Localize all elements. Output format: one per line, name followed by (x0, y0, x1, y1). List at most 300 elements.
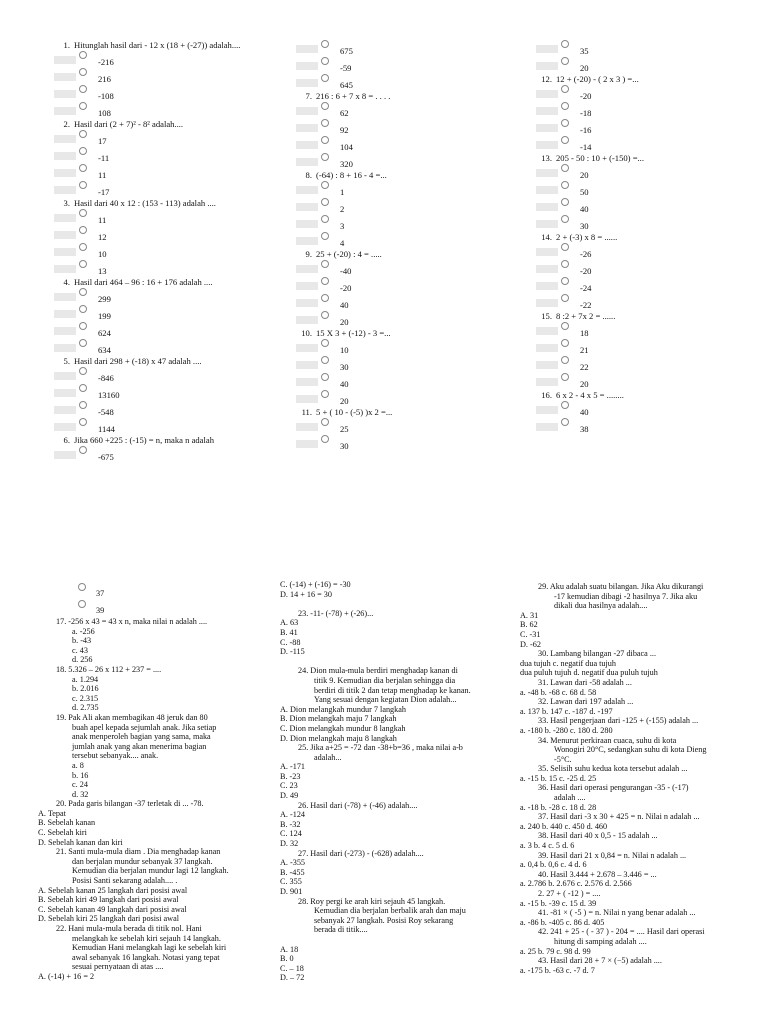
text-line: a. -86 b. -405 c. 86 d. 405 (520, 917, 605, 927)
answer-option[interactable] (54, 367, 284, 384)
radio-icon[interactable] (561, 40, 569, 48)
text-line: 40. Hasil 3.444 + 2.678 – 3.446 = ... (538, 869, 657, 879)
option-label: -16 (580, 125, 592, 135)
answer-option[interactable] (296, 215, 526, 232)
radio-icon[interactable] (561, 418, 569, 426)
answer-option[interactable] (536, 85, 766, 102)
question-number: 12. (541, 74, 552, 84)
question-number: 11. (301, 407, 312, 417)
option-field (54, 231, 76, 239)
option-label: 38 (580, 424, 589, 434)
answer-option[interactable] (54, 418, 284, 435)
text-line: D. Sebelah kiri 25 langkah dari posisi awal (38, 914, 179, 924)
option-field (54, 107, 76, 115)
radio-icon[interactable] (561, 136, 569, 144)
option-label: 104 (340, 142, 353, 152)
radio-icon[interactable] (321, 119, 329, 127)
question-text: Jika 660 +225 : (-15) = n, maka n adalah (74, 435, 214, 445)
question-text: 2 + (-3) x 8 = ...... (556, 232, 618, 242)
radio-icon[interactable] (561, 198, 569, 206)
text-line: a. 2.786 b. 2.676 c. 2.576 d. 2.566 (520, 879, 632, 889)
question-number: 13. (541, 153, 552, 163)
radio-icon[interactable] (561, 119, 569, 127)
radio-icon[interactable] (79, 260, 87, 268)
text-line: A. 31 (520, 610, 539, 620)
answer-option[interactable] (296, 339, 526, 356)
text-line: adalah .... (554, 793, 586, 803)
option-field (54, 73, 76, 81)
answer-option[interactable] (536, 119, 766, 136)
radio-icon[interactable] (321, 40, 329, 48)
answer-option[interactable] (296, 390, 526, 407)
question-text: 15 X 3 + (-12) - 3 =... (316, 328, 391, 338)
radio-icon[interactable] (321, 215, 329, 223)
option-label: 299 (98, 294, 111, 304)
option-label: -14 (580, 142, 592, 152)
text-line: C. (-14) + (-16) = -30 (280, 580, 351, 589)
text-line: Wonogiri 20°C, sedangkan suhu di kota Dieng (554, 745, 707, 755)
radio-icon[interactable] (79, 446, 87, 454)
option-label: 3 (340, 221, 345, 231)
text-line: tersebut sebanyak.... anak. (72, 751, 159, 761)
text-line: 35. Selisih suhu kedua kota tersebut adalah ... (538, 764, 688, 774)
text-line: B. -32 (280, 819, 301, 829)
option-field (54, 90, 76, 98)
option-label: 20 (340, 396, 349, 406)
answer-option[interactable] (296, 102, 526, 119)
radio-icon[interactable] (561, 164, 569, 172)
answer-option[interactable] (54, 85, 284, 102)
answer-option[interactable] (536, 181, 766, 198)
answer-option[interactable] (54, 260, 284, 277)
answer-option[interactable] (536, 260, 766, 277)
text-line: berada di titik.... (314, 925, 368, 935)
answer-option[interactable] (296, 294, 526, 311)
question-number: 16. (541, 390, 552, 400)
option-label: 11 (98, 170, 107, 180)
text-line: a. 8 (72, 760, 84, 770)
bottom-column-2 (280, 580, 525, 983)
answer-option[interactable] (536, 215, 766, 232)
radio-icon[interactable] (561, 294, 569, 302)
text-line: 39. Hasil dari 21 x 0,84 = n. Nilai n adalah ... (538, 850, 687, 860)
answer-option[interactable] (38, 600, 283, 617)
answer-option[interactable] (536, 418, 766, 435)
option-field (54, 248, 76, 256)
option-field (536, 378, 558, 386)
radio-icon[interactable] (321, 181, 329, 189)
text-line: A. -124 (280, 810, 306, 820)
text-line: 37. Hasil dari -3 x 30 + 425 = n. Nilai n adalah ... (538, 812, 700, 822)
radio-icon[interactable] (561, 260, 569, 268)
text-line: B. -23 (280, 771, 301, 781)
answer-option[interactable] (536, 322, 766, 339)
option-field (54, 265, 76, 273)
option-field (296, 141, 318, 149)
text-line: C. Dion melangkah mundur 8 langkah (280, 723, 406, 733)
radio-icon[interactable] (561, 277, 569, 285)
answer-option[interactable] (296, 74, 526, 91)
answer-option[interactable] (54, 243, 284, 260)
answer-option[interactable] (54, 226, 284, 243)
radio-icon[interactable] (78, 600, 86, 608)
answer-option[interactable] (54, 401, 284, 418)
text-line: 31. Lawan dari -58 adalah ... (538, 677, 632, 687)
answer-option[interactable] (54, 209, 284, 226)
text-line: 28. Roy pergi ke arah kiri sejauh 45 langkah. (298, 896, 446, 906)
option-field (536, 220, 558, 228)
text-line: 34. Menurut perkiraan cuaca, suhu di kota (538, 735, 677, 745)
option-label: 624 (98, 328, 111, 338)
option-field (296, 265, 318, 273)
option-label: 37 (96, 589, 105, 598)
option-label: -40 (340, 266, 352, 276)
option-field (296, 186, 318, 194)
radio-icon[interactable] (321, 294, 329, 302)
answer-option[interactable] (54, 446, 284, 463)
answer-option[interactable] (296, 119, 526, 136)
text-line: dikali dua hasilnya adalah.... (554, 601, 648, 611)
answer-option[interactable] (536, 373, 766, 390)
radio-icon[interactable] (79, 322, 87, 330)
text-line: a. -256 (72, 626, 95, 636)
question-stem (296, 170, 526, 181)
answer-option[interactable] (296, 373, 526, 390)
radio-icon[interactable] (79, 384, 87, 392)
text-line: 27. Hasil dari (-273) - (-628) adalah.... (298, 848, 424, 858)
text-line: A. -171 (280, 762, 306, 772)
answer-option[interactable] (54, 130, 284, 147)
radio-icon[interactable] (79, 51, 87, 59)
question-text: Hitunglah hasil dari - 12 x (18 + (-27)) adalah.... (74, 40, 241, 50)
radio-icon[interactable] (79, 181, 87, 189)
text-line: D. -62 (520, 639, 541, 649)
question-text: 205 - 50 : 10 + (-150) =... (556, 153, 644, 163)
option-label: 12 (98, 232, 107, 242)
radio-icon[interactable] (79, 147, 87, 155)
radio-icon[interactable] (561, 215, 569, 223)
option-label: 35 (580, 46, 589, 56)
answer-option[interactable] (54, 305, 284, 322)
radio-icon[interactable] (321, 198, 329, 206)
radio-icon[interactable] (79, 288, 87, 296)
radio-icon[interactable] (79, 130, 87, 138)
question-number: 15. (541, 311, 552, 321)
option-label: 634 (98, 345, 111, 355)
answer-option[interactable] (296, 40, 526, 57)
answer-option[interactable] (296, 181, 526, 198)
option-field (296, 423, 318, 431)
text-line: 38. Hasil dari 40 x 0,5 - 15 adalah ... (538, 831, 658, 841)
option-label: -20 (580, 91, 592, 101)
option-field (54, 152, 76, 160)
text-line: sebanyak 27 langkah. Posisi Roy sekarang (314, 915, 454, 925)
answer-option[interactable] (536, 164, 766, 181)
answer-option[interactable] (296, 418, 526, 435)
answer-option[interactable] (536, 356, 766, 373)
radio-icon[interactable] (321, 311, 329, 319)
radio-icon[interactable] (321, 57, 329, 65)
answer-option[interactable] (296, 232, 526, 249)
option-field (54, 372, 76, 380)
radio-icon[interactable] (321, 277, 329, 285)
option-label: 22 (580, 362, 589, 372)
text-line: a. 25 b. 79 c. 98 d. 99 (520, 946, 591, 956)
radio-icon[interactable] (561, 401, 569, 409)
option-field (296, 45, 318, 53)
question-stem (536, 153, 766, 164)
text-line: D. – 72 (280, 973, 305, 983)
radio-icon[interactable] (78, 583, 86, 591)
text-line: 2. 27 + ( -12 ) = .... (538, 889, 601, 898)
option-label: -216 (98, 57, 114, 67)
answer-option[interactable] (296, 277, 526, 294)
option-field (296, 378, 318, 386)
option-field (54, 214, 76, 222)
radio-icon[interactable] (561, 339, 569, 347)
text-line: titik 9. Kemudian dia berjalan sehingga dia (314, 675, 456, 685)
option-field (536, 299, 558, 307)
top-column-3 (536, 40, 766, 435)
radio-icon[interactable] (561, 322, 569, 330)
option-field (296, 440, 318, 448)
option-label: 645 (340, 80, 353, 90)
option-field (536, 248, 558, 256)
text-line (280, 599, 525, 609)
option-field (296, 203, 318, 211)
option-field (54, 451, 76, 459)
option-field (536, 344, 558, 352)
option-field (54, 406, 76, 414)
question-text: 8 :2 + 7x 2 = ...... (556, 311, 616, 321)
radio-icon[interactable] (79, 164, 87, 172)
option-label: 21 (580, 345, 589, 355)
answer-option[interactable] (54, 164, 284, 181)
radio-icon[interactable] (321, 74, 329, 82)
radio-icon[interactable] (321, 136, 329, 144)
option-label: -20 (340, 283, 352, 293)
radio-icon[interactable] (321, 260, 329, 268)
answer-option[interactable] (54, 322, 284, 339)
text-line: a. -175 b. -63 c. -7 d. 7 (520, 965, 595, 975)
text-line (280, 657, 525, 667)
option-label: 40 (340, 300, 349, 310)
option-field (296, 220, 318, 228)
radio-icon[interactable] (79, 305, 87, 313)
radio-icon[interactable] (321, 418, 329, 426)
radio-icon[interactable] (79, 418, 87, 426)
answer-option[interactable] (536, 136, 766, 153)
option-field (536, 169, 558, 177)
text-line: d. 32 (72, 789, 89, 799)
answer-option[interactable] (38, 583, 283, 600)
option-field (296, 344, 318, 352)
radio-icon[interactable] (561, 102, 569, 110)
option-field (296, 79, 318, 87)
answer-option[interactable] (296, 153, 526, 170)
radio-icon[interactable] (561, 181, 569, 189)
option-field (536, 203, 558, 211)
radio-icon[interactable] (79, 209, 87, 217)
option-label: -20 (580, 266, 592, 276)
text-line: 41. -81 × ( -5 ) = n. Nilai n yang benar adalah ... (538, 908, 696, 918)
radio-icon[interactable] (321, 373, 329, 381)
radio-icon[interactable] (321, 153, 329, 161)
option-field (54, 169, 76, 177)
answer-option[interactable] (54, 339, 284, 356)
answer-option[interactable] (536, 277, 766, 294)
answer-option[interactable] (536, 339, 766, 356)
radio-icon[interactable] (561, 57, 569, 65)
text-line: a. 3 b. 4 c. 5 d. 6 (520, 841, 575, 851)
text-line: anak menperoleh bagian yang sama, maka (72, 732, 211, 742)
option-field (296, 299, 318, 307)
option-label: -18 (580, 108, 592, 118)
text-line: berdiri di titik 2 dan tetap menghadap ke kanan. (314, 685, 471, 695)
answer-option[interactable] (296, 57, 526, 74)
radio-icon[interactable] (561, 356, 569, 364)
text-line: C. -31 (520, 629, 541, 639)
radio-icon[interactable] (561, 85, 569, 93)
top-column-2 (296, 40, 526, 452)
option-label: 1144 (98, 424, 115, 434)
answer-option[interactable] (54, 384, 284, 401)
text-line: a. 137 b. 147 c. -187 d. -197 (520, 706, 613, 716)
question-number: 3. (63, 198, 70, 208)
option-field (536, 406, 558, 414)
bottom-column-1 (38, 583, 283, 982)
radio-icon[interactable] (321, 356, 329, 364)
answer-option[interactable] (536, 102, 766, 119)
text-line: 42. 241 + 25 - ( - 37 ) - 204 = .... Hasil dari operasi (538, 927, 705, 937)
option-field (296, 361, 318, 369)
option-label: 108 (98, 108, 111, 118)
answer-option[interactable] (536, 57, 766, 74)
text-line: B. Sebelah kiri 49 langkah dari posisi awal (38, 895, 179, 905)
question-stem (536, 390, 766, 401)
text-line: a. -18 b. -28 c. 18 d. 28 (520, 802, 597, 812)
radio-icon[interactable] (79, 401, 87, 409)
answer-option[interactable] (536, 243, 766, 260)
radio-icon[interactable] (79, 243, 87, 251)
question-stem (536, 311, 766, 322)
radio-icon[interactable] (79, 68, 87, 76)
top-column-1 (54, 40, 284, 463)
radio-icon[interactable] (321, 390, 329, 398)
text-line: awal sebanyak 16 langkah. Notasi yang tepat (72, 952, 220, 962)
radio-icon[interactable] (79, 367, 87, 375)
radio-icon[interactable] (321, 435, 329, 443)
option-label: -17 (98, 187, 110, 197)
option-label: 20 (580, 170, 589, 180)
radio-icon[interactable] (561, 243, 569, 251)
text-line: 22. Hani mula-mula berada di titik nol. Hani (56, 924, 202, 933)
radio-icon[interactable] (321, 232, 329, 240)
text-line: D. Dion melangkah maju 8 langkah (280, 733, 397, 743)
answer-option[interactable] (296, 435, 526, 452)
radio-icon[interactable] (321, 339, 329, 347)
option-field (54, 327, 76, 335)
text-line: A. 63 (280, 618, 299, 628)
radio-icon[interactable] (79, 339, 87, 347)
question-number: 6. (63, 435, 70, 445)
answer-option[interactable] (536, 294, 766, 311)
answer-option[interactable] (296, 198, 526, 215)
question-number: 5. (63, 356, 70, 366)
option-label: 40 (580, 204, 589, 214)
question-number: 10. (301, 328, 312, 338)
answer-option[interactable] (54, 102, 284, 119)
question-number: 4. (63, 277, 70, 287)
option-label: -11 (98, 153, 110, 163)
text-line: C. 124 (280, 829, 302, 839)
text-line: D. -115 (280, 647, 305, 657)
answer-option[interactable] (296, 311, 526, 328)
radio-icon[interactable] (79, 85, 87, 93)
answer-option[interactable] (54, 68, 284, 85)
question-stem (54, 277, 284, 288)
answer-option[interactable] (54, 147, 284, 164)
option-label: -24 (580, 283, 592, 293)
text-line: sesuai pernyataan di atas .... (72, 962, 164, 972)
option-field (296, 282, 318, 290)
option-field (536, 90, 558, 98)
text-line: B. 41 (280, 627, 298, 637)
text-line: D. 32 (280, 839, 299, 849)
text-line: 25. Jika a+25 = -72 dan -38+b=36 , maka nilai a-b (298, 743, 463, 753)
text-line: 24. Dion mula-mula berdiri menghadap kanan di (298, 666, 458, 676)
text-line: c. 24 (72, 780, 88, 790)
answer-option[interactable] (54, 181, 284, 198)
text-line: 36. Hasil dari operasi pengurangan -35 - (-17) (538, 783, 689, 793)
option-label: 40 (340, 379, 349, 389)
option-label: 40 (580, 407, 589, 417)
answer-option[interactable] (54, 288, 284, 305)
answer-option[interactable] (296, 260, 526, 277)
radio-icon[interactable] (561, 373, 569, 381)
answer-option[interactable] (296, 136, 526, 153)
question-text: 5 + ( 10 - (-5) )x 2 =... (316, 407, 393, 417)
option-label: 92 (340, 125, 349, 135)
answer-option[interactable] (536, 401, 766, 418)
bottom-column-3 (520, 582, 768, 975)
answer-option[interactable] (54, 51, 284, 68)
answer-option[interactable] (536, 40, 766, 57)
text-line: B. 0 (280, 954, 294, 964)
text-line: melangkah ke sebelah kiri sejauh 14 langkah. (72, 933, 221, 943)
radio-icon[interactable] (79, 226, 87, 234)
text-line: 32. Lawan dari 197 adalah ... (538, 697, 634, 707)
option-field (54, 310, 76, 318)
option-label: -108 (98, 91, 114, 101)
answer-option[interactable] (296, 356, 526, 373)
option-label: 216 (98, 74, 111, 84)
question-number: 1. (63, 40, 70, 50)
text-line: 17. -256 x 43 = 43 x n, maka nilai n adalah .... (56, 617, 208, 626)
radio-icon[interactable] (79, 102, 87, 110)
radio-icon[interactable] (321, 102, 329, 110)
text-line: 33. Hasil pengerjaan dari -125 + (-155) adalah ... (538, 716, 699, 726)
answer-option[interactable] (536, 198, 766, 215)
option-label: 17 (98, 136, 107, 146)
text-line: D. Sebelah kanan dan kiri (38, 837, 123, 847)
option-field (536, 327, 558, 335)
option-field (536, 282, 558, 290)
option-field (536, 124, 558, 132)
option-field (296, 158, 318, 166)
text-line: C. Sebelah kanan 49 langkah dari posisi awal (38, 904, 187, 914)
option-label: 199 (98, 311, 111, 321)
